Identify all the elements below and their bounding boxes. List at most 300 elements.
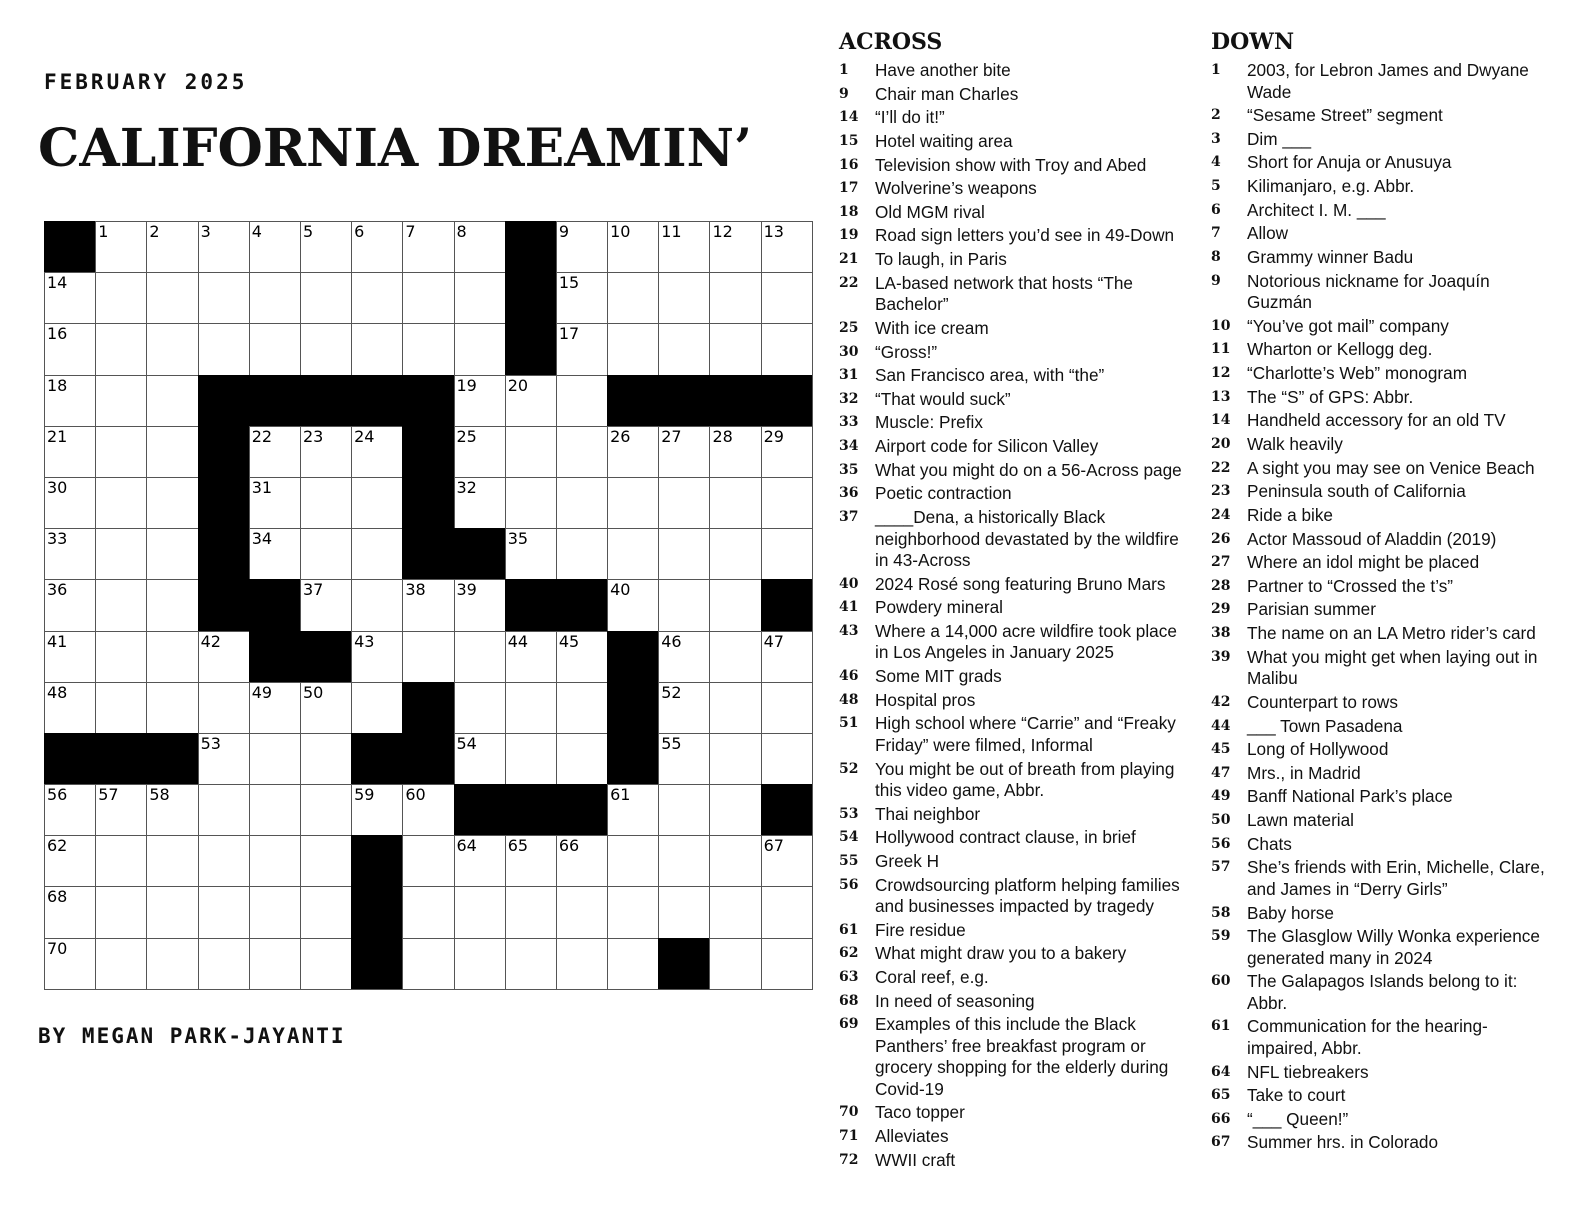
grid-cell[interactable]	[300, 835, 351, 886]
grid-cell[interactable]	[454, 835, 505, 886]
down-clue[interactable]	[1211, 552, 1551, 574]
grid-block	[607, 682, 658, 733]
grid-cell[interactable]	[351, 272, 402, 323]
grid-cell[interactable]	[761, 835, 812, 886]
grid-cell[interactable]	[300, 272, 351, 323]
cell-number: 5	[302, 222, 314, 241]
grid-cell[interactable]	[658, 886, 709, 937]
down-clue[interactable]	[1211, 1109, 1551, 1131]
cell-number: 25	[456, 426, 477, 446]
grid-cell[interactable]	[146, 426, 197, 477]
grid-cell[interactable]	[146, 784, 197, 835]
grid-cell[interactable]	[658, 426, 709, 477]
across-clue[interactable]	[839, 483, 1195, 505]
across-clue[interactable]	[839, 60, 1195, 82]
grid-block	[249, 631, 300, 682]
grid-cell[interactable]	[709, 938, 760, 989]
grid-cell[interactable]	[44, 835, 95, 886]
clue-text: The Glasglow Willy Wonka experience generated many in 2024	[1247, 926, 1540, 968]
down-clue[interactable]	[1211, 623, 1551, 645]
down-clue[interactable]	[1211, 971, 1551, 1014]
across-clue[interactable]	[839, 574, 1195, 596]
clue-text: Powdery mineral	[875, 597, 1003, 618]
grid-cell[interactable]	[300, 784, 351, 835]
clue-number: 33	[839, 414, 859, 431]
cell-number: 40	[610, 580, 631, 600]
grid-cell[interactable]	[556, 272, 607, 323]
across-clue[interactable]	[839, 460, 1195, 482]
grid-cell[interactable]	[607, 272, 658, 323]
grid-cell[interactable]	[658, 477, 709, 528]
down-clue[interactable]	[1211, 1085, 1551, 1107]
grid-cell[interactable]	[658, 528, 709, 579]
grid-cell[interactable]	[761, 528, 812, 579]
down-clue[interactable]	[1211, 458, 1551, 480]
across-clue[interactable]	[839, 759, 1195, 802]
grid-cell[interactable]	[300, 733, 351, 784]
grid-cell[interactable]	[658, 272, 709, 323]
clue-text: Walk heavily	[1247, 433, 1343, 454]
across-clue[interactable]	[839, 851, 1195, 873]
clue-text: Crowdsourcing platform helping families and businesses impacted by tragedy	[875, 874, 1180, 917]
across-clue[interactable]	[839, 1102, 1195, 1124]
grid-cell[interactable]	[249, 426, 300, 477]
down-clue[interactable]	[1211, 716, 1551, 738]
down-clue[interactable]	[1211, 410, 1551, 432]
grid-cell[interactable]	[658, 784, 709, 835]
cell-number: 18	[47, 375, 68, 395]
grid-cell[interactable]	[300, 477, 351, 528]
grid-cell[interactable]	[44, 938, 95, 989]
grid-cell[interactable]	[249, 886, 300, 937]
across-clue[interactable]	[839, 249, 1195, 271]
grid-cell[interactable]	[505, 682, 556, 733]
grid-cell[interactable]	[556, 375, 607, 426]
clue-text: Counterpart to rows	[1247, 691, 1398, 712]
grid-cell[interactable]	[198, 272, 249, 323]
across-clue[interactable]	[839, 875, 1195, 918]
clue-number: 1	[1211, 62, 1221, 78]
grid-cell[interactable]	[300, 886, 351, 937]
grid-cell[interactable]	[402, 221, 453, 272]
grid-cell[interactable]	[556, 323, 607, 374]
grid-cell[interactable]	[556, 221, 607, 272]
down-clue[interactable]	[1211, 339, 1551, 361]
grid-cell[interactable]	[709, 886, 760, 937]
down-clue[interactable]	[1211, 1016, 1551, 1059]
cell-number: 67	[763, 836, 784, 856]
grid-cell[interactable]	[249, 733, 300, 784]
grid-cell[interactable]	[454, 886, 505, 937]
grid-cell[interactable]	[761, 682, 812, 733]
grid-block	[300, 375, 351, 426]
grid-cell[interactable]	[198, 784, 249, 835]
grid-cell[interactable]	[198, 733, 249, 784]
cell-number: 36	[47, 580, 68, 600]
grid-cell[interactable]	[198, 938, 249, 989]
grid-cell[interactable]	[761, 938, 812, 989]
grid-cell[interactable]	[249, 682, 300, 733]
grid-cell[interactable]	[709, 426, 760, 477]
across-clues	[839, 28, 1195, 1173]
grid-cell[interactable]	[249, 477, 300, 528]
clue-text: Alleviates	[875, 1126, 949, 1147]
down-clue[interactable]	[1211, 247, 1551, 269]
grid-cell[interactable]	[709, 528, 760, 579]
grid-cell[interactable]	[709, 784, 760, 835]
grid-cell[interactable]	[761, 886, 812, 937]
grid-cell[interactable]	[351, 221, 402, 272]
grid-cell[interactable]	[761, 323, 812, 374]
grid-block	[44, 221, 95, 272]
across-clue[interactable]	[839, 1126, 1195, 1148]
grid-cell[interactable]	[95, 682, 146, 733]
down-clue[interactable]	[1211, 60, 1551, 103]
down-clue[interactable]	[1211, 739, 1551, 761]
grid-cell[interactable]	[607, 477, 658, 528]
grid-cell[interactable]	[505, 426, 556, 477]
across-clue[interactable]	[839, 507, 1195, 572]
down-clue[interactable]	[1211, 271, 1551, 314]
cell-number: 44	[507, 631, 529, 651]
clue-number: 22	[839, 274, 859, 291]
down-clue[interactable]	[1211, 576, 1551, 598]
across-clue[interactable]	[839, 202, 1195, 224]
down-clue[interactable]	[1211, 857, 1551, 900]
down-clue[interactable]	[1211, 200, 1551, 222]
across-clue[interactable]	[839, 713, 1195, 756]
down-clue[interactable]	[1211, 387, 1551, 409]
grid-cell[interactable]	[300, 221, 351, 272]
down-clue[interactable]	[1211, 105, 1551, 127]
across-clue[interactable]	[839, 131, 1195, 153]
grid-cell[interactable]	[44, 477, 95, 528]
grid-cell[interactable]	[607, 784, 658, 835]
grid-cell[interactable]	[607, 426, 658, 477]
grid-cell[interactable]	[95, 528, 146, 579]
across-clue[interactable]	[839, 84, 1195, 106]
grid-cell[interactable]	[198, 682, 249, 733]
grid-cell[interactable]	[505, 477, 556, 528]
grid-cell[interactable]	[505, 886, 556, 937]
grid-cell[interactable]	[556, 733, 607, 784]
down-clue[interactable]	[1211, 599, 1551, 621]
grid-cell[interactable]	[607, 579, 658, 630]
down-clue[interactable]	[1211, 152, 1551, 174]
grid-cell[interactable]	[505, 938, 556, 989]
clue-text: The Galapagos Islands belong to it: Abbr.	[1247, 971, 1518, 1013]
grid-cell[interactable]	[761, 221, 812, 272]
grid-cell[interactable]	[95, 477, 146, 528]
across-clue[interactable]	[839, 1150, 1195, 1172]
grid-cell[interactable]	[709, 272, 760, 323]
down-clue[interactable]	[1211, 529, 1551, 551]
across-clue[interactable]	[839, 967, 1195, 989]
grid-cell[interactable]	[607, 221, 658, 272]
down-clue[interactable]	[1211, 505, 1551, 527]
clue-text: Peninsula south of California	[1247, 481, 1466, 502]
grid-cell[interactable]	[556, 631, 607, 682]
grid-cell[interactable]	[351, 323, 402, 374]
grid-cell[interactable]	[454, 477, 505, 528]
grid-cell[interactable]	[454, 733, 505, 784]
grid-cell[interactable]	[761, 477, 812, 528]
grid-block	[198, 375, 249, 426]
grid-cell[interactable]	[454, 682, 505, 733]
grid-cell[interactable]	[44, 784, 95, 835]
across-clue[interactable]	[839, 178, 1195, 200]
grid-cell[interactable]	[556, 835, 607, 886]
down-clue[interactable]	[1211, 903, 1551, 925]
grid-cell[interactable]	[44, 426, 95, 477]
grid-cell[interactable]	[146, 938, 197, 989]
grid-cell[interactable]	[249, 272, 300, 323]
grid-cell[interactable]	[95, 579, 146, 630]
grid-cell[interactable]	[402, 323, 453, 374]
grid-cell[interactable]	[198, 631, 249, 682]
across-clue[interactable]	[839, 389, 1195, 411]
across-clue[interactable]	[839, 365, 1195, 387]
grid-cell[interactable]	[402, 579, 453, 630]
grid-cell[interactable]	[402, 938, 453, 989]
grid-cell[interactable]	[709, 221, 760, 272]
grid-cell[interactable]	[505, 528, 556, 579]
down-clue[interactable]	[1211, 834, 1551, 856]
across-clue[interactable]	[839, 412, 1195, 434]
grid-cell[interactable]	[249, 221, 300, 272]
grid-cell[interactable]	[95, 784, 146, 835]
down-clue[interactable]	[1211, 223, 1551, 245]
grid-cell[interactable]	[95, 886, 146, 937]
grid-cell[interactable]	[556, 426, 607, 477]
grid-cell[interactable]	[95, 323, 146, 374]
cell-number: 30	[47, 477, 68, 497]
grid-cell[interactable]	[249, 938, 300, 989]
grid-cell[interactable]	[709, 631, 760, 682]
grid-cell[interactable]	[351, 426, 402, 477]
across-clue[interactable]	[839, 666, 1195, 688]
down-clue[interactable]	[1211, 786, 1551, 808]
grid-cell[interactable]	[44, 272, 95, 323]
grid-cell[interactable]	[146, 221, 197, 272]
across-clue[interactable]	[839, 273, 1195, 316]
grid-cell[interactable]	[198, 835, 249, 886]
grid-cell[interactable]	[95, 272, 146, 323]
down-clue[interactable]	[1211, 1132, 1551, 1154]
grid-cell[interactable]	[146, 375, 197, 426]
clue-number: 64	[1211, 1063, 1231, 1080]
grid-cell[interactable]	[761, 426, 812, 477]
grid-cell[interactable]	[454, 426, 505, 477]
grid-cell[interactable]	[505, 835, 556, 886]
down-clue[interactable]	[1211, 647, 1551, 690]
grid-cell[interactable]	[300, 938, 351, 989]
across-clue[interactable]	[839, 436, 1195, 458]
grid-cell[interactable]	[146, 323, 197, 374]
grid-cell[interactable]	[249, 528, 300, 579]
grid-cell[interactable]	[658, 579, 709, 630]
clue-number: 55	[839, 852, 859, 869]
grid-cell[interactable]	[95, 631, 146, 682]
across-clue[interactable]	[839, 225, 1195, 247]
grid-cell[interactable]	[402, 784, 453, 835]
grid-cell[interactable]	[505, 733, 556, 784]
grid-cell[interactable]	[44, 375, 95, 426]
grid-cell[interactable]	[454, 375, 505, 426]
grid-cell[interactable]	[44, 682, 95, 733]
grid-cell[interactable]	[351, 784, 402, 835]
grid-cell[interactable]	[300, 323, 351, 374]
grid-cell[interactable]	[146, 886, 197, 937]
grid-cell[interactable]	[44, 886, 95, 937]
grid-cell[interactable]	[658, 835, 709, 886]
grid-cell[interactable]	[351, 631, 402, 682]
grid-cell[interactable]	[44, 631, 95, 682]
down-clue[interactable]	[1211, 481, 1551, 503]
grid-cell[interactable]	[607, 938, 658, 989]
down-clue[interactable]	[1211, 363, 1551, 385]
across-clue[interactable]	[839, 943, 1195, 965]
down-clue[interactable]	[1211, 926, 1551, 969]
grid-cell[interactable]	[658, 733, 709, 784]
grid-cell[interactable]	[300, 579, 351, 630]
grid-cell[interactable]	[709, 682, 760, 733]
across-clue[interactable]	[839, 318, 1195, 340]
grid-cell[interactable]	[505, 631, 556, 682]
grid-cell[interactable]	[146, 528, 197, 579]
across-clue[interactable]	[839, 920, 1195, 942]
grid-cell[interactable]	[709, 477, 760, 528]
across-clue[interactable]	[839, 827, 1195, 849]
across-clue[interactable]	[839, 1014, 1195, 1100]
grid-cell[interactable]	[556, 477, 607, 528]
grid-cell[interactable]	[146, 272, 197, 323]
grid-block	[351, 375, 402, 426]
down-clue[interactable]	[1211, 692, 1551, 714]
grid-cell[interactable]	[351, 579, 402, 630]
grid-cell[interactable]	[556, 938, 607, 989]
grid-block	[607, 733, 658, 784]
across-clue[interactable]	[839, 342, 1195, 364]
across-clue[interactable]	[839, 107, 1195, 129]
grid-cell[interactable]	[709, 323, 760, 374]
grid-cell[interactable]	[95, 375, 146, 426]
down-clue[interactable]	[1211, 176, 1551, 198]
grid-cell[interactable]	[300, 682, 351, 733]
cell-number: 11	[661, 222, 682, 241]
across-clue[interactable]	[839, 155, 1195, 177]
grid-cell[interactable]	[198, 323, 249, 374]
clue-text: With ice cream	[875, 317, 989, 338]
grid-cell[interactable]	[44, 579, 95, 630]
down-heading: DOWN	[1211, 29, 1295, 55]
grid-block	[505, 579, 556, 630]
grid-cell[interactable]	[556, 886, 607, 937]
grid-cell[interactable]	[454, 272, 505, 323]
down-clue[interactable]	[1211, 763, 1551, 785]
grid-cell[interactable]	[658, 221, 709, 272]
down-clue[interactable]	[1211, 810, 1551, 832]
grid-cell[interactable]	[454, 221, 505, 272]
grid-cell[interactable]	[607, 835, 658, 886]
grid-cell[interactable]	[761, 733, 812, 784]
grid-cell[interactable]	[556, 682, 607, 733]
grid-cell[interactable]	[249, 784, 300, 835]
grid-cell[interactable]	[44, 323, 95, 374]
grid-cell[interactable]	[300, 528, 351, 579]
clue-number: 58	[1211, 904, 1231, 921]
grid-cell[interactable]	[249, 323, 300, 374]
clue-text: Kilimanjaro, e.g. Abbr.	[1247, 176, 1415, 197]
grid-cell[interactable]	[146, 579, 197, 630]
grid-cell[interactable]	[402, 272, 453, 323]
grid-cell[interactable]	[454, 323, 505, 374]
clue-number: 3	[1211, 130, 1221, 147]
down-clue[interactable]	[1211, 316, 1551, 338]
grid-block	[249, 579, 300, 630]
grid-cell[interactable]	[607, 886, 658, 937]
grid-cell[interactable]	[607, 323, 658, 374]
grid-cell[interactable]	[658, 323, 709, 374]
grid-cell[interactable]	[709, 733, 760, 784]
grid-cell[interactable]	[402, 886, 453, 937]
grid-cell[interactable]	[709, 835, 760, 886]
grid-cell[interactable]	[607, 528, 658, 579]
grid-cell[interactable]	[198, 221, 249, 272]
across-clue[interactable]	[839, 597, 1195, 619]
grid-cell[interactable]	[146, 682, 197, 733]
down-clue[interactable]	[1211, 434, 1551, 456]
across-clue[interactable]	[839, 690, 1195, 712]
across-clue[interactable]	[839, 804, 1195, 826]
grid-cell[interactable]	[146, 477, 197, 528]
grid-cell[interactable]	[761, 631, 812, 682]
grid-cell[interactable]	[44, 528, 95, 579]
clue-number: 34	[839, 438, 859, 455]
grid-cell[interactable]	[402, 835, 453, 886]
clue-text: Handheld accessory for an old TV	[1247, 410, 1506, 431]
grid-cell[interactable]	[95, 426, 146, 477]
grid-cell[interactable]	[95, 835, 146, 886]
grid-cell[interactable]	[95, 938, 146, 989]
grid-cell[interactable]	[658, 682, 709, 733]
clue-number: 18	[839, 203, 859, 220]
grid-cell[interactable]	[709, 579, 760, 630]
across-clue[interactable]	[839, 621, 1195, 664]
grid-cell[interactable]	[556, 528, 607, 579]
grid-cell[interactable]	[351, 682, 402, 733]
cell-number: 35	[507, 529, 529, 549]
grid-cell[interactable]	[454, 938, 505, 989]
grid-cell[interactable]	[761, 272, 812, 323]
grid-cell[interactable]	[351, 528, 402, 579]
grid-cell[interactable]	[658, 631, 709, 682]
grid-cell[interactable]	[300, 426, 351, 477]
grid-cell[interactable]	[146, 835, 197, 886]
down-clue[interactable]	[1211, 1062, 1551, 1084]
grid-cell[interactable]	[146, 631, 197, 682]
grid-cell[interactable]	[402, 631, 453, 682]
grid-cell[interactable]	[198, 886, 249, 937]
grid-cell[interactable]	[95, 221, 146, 272]
down-clue[interactable]	[1211, 129, 1551, 151]
grid-cell[interactable]	[454, 631, 505, 682]
grid-cell[interactable]	[351, 477, 402, 528]
grid-cell[interactable]	[249, 835, 300, 886]
across-clue[interactable]	[839, 991, 1195, 1013]
grid-cell[interactable]	[505, 375, 556, 426]
grid-cell[interactable]	[454, 579, 505, 630]
